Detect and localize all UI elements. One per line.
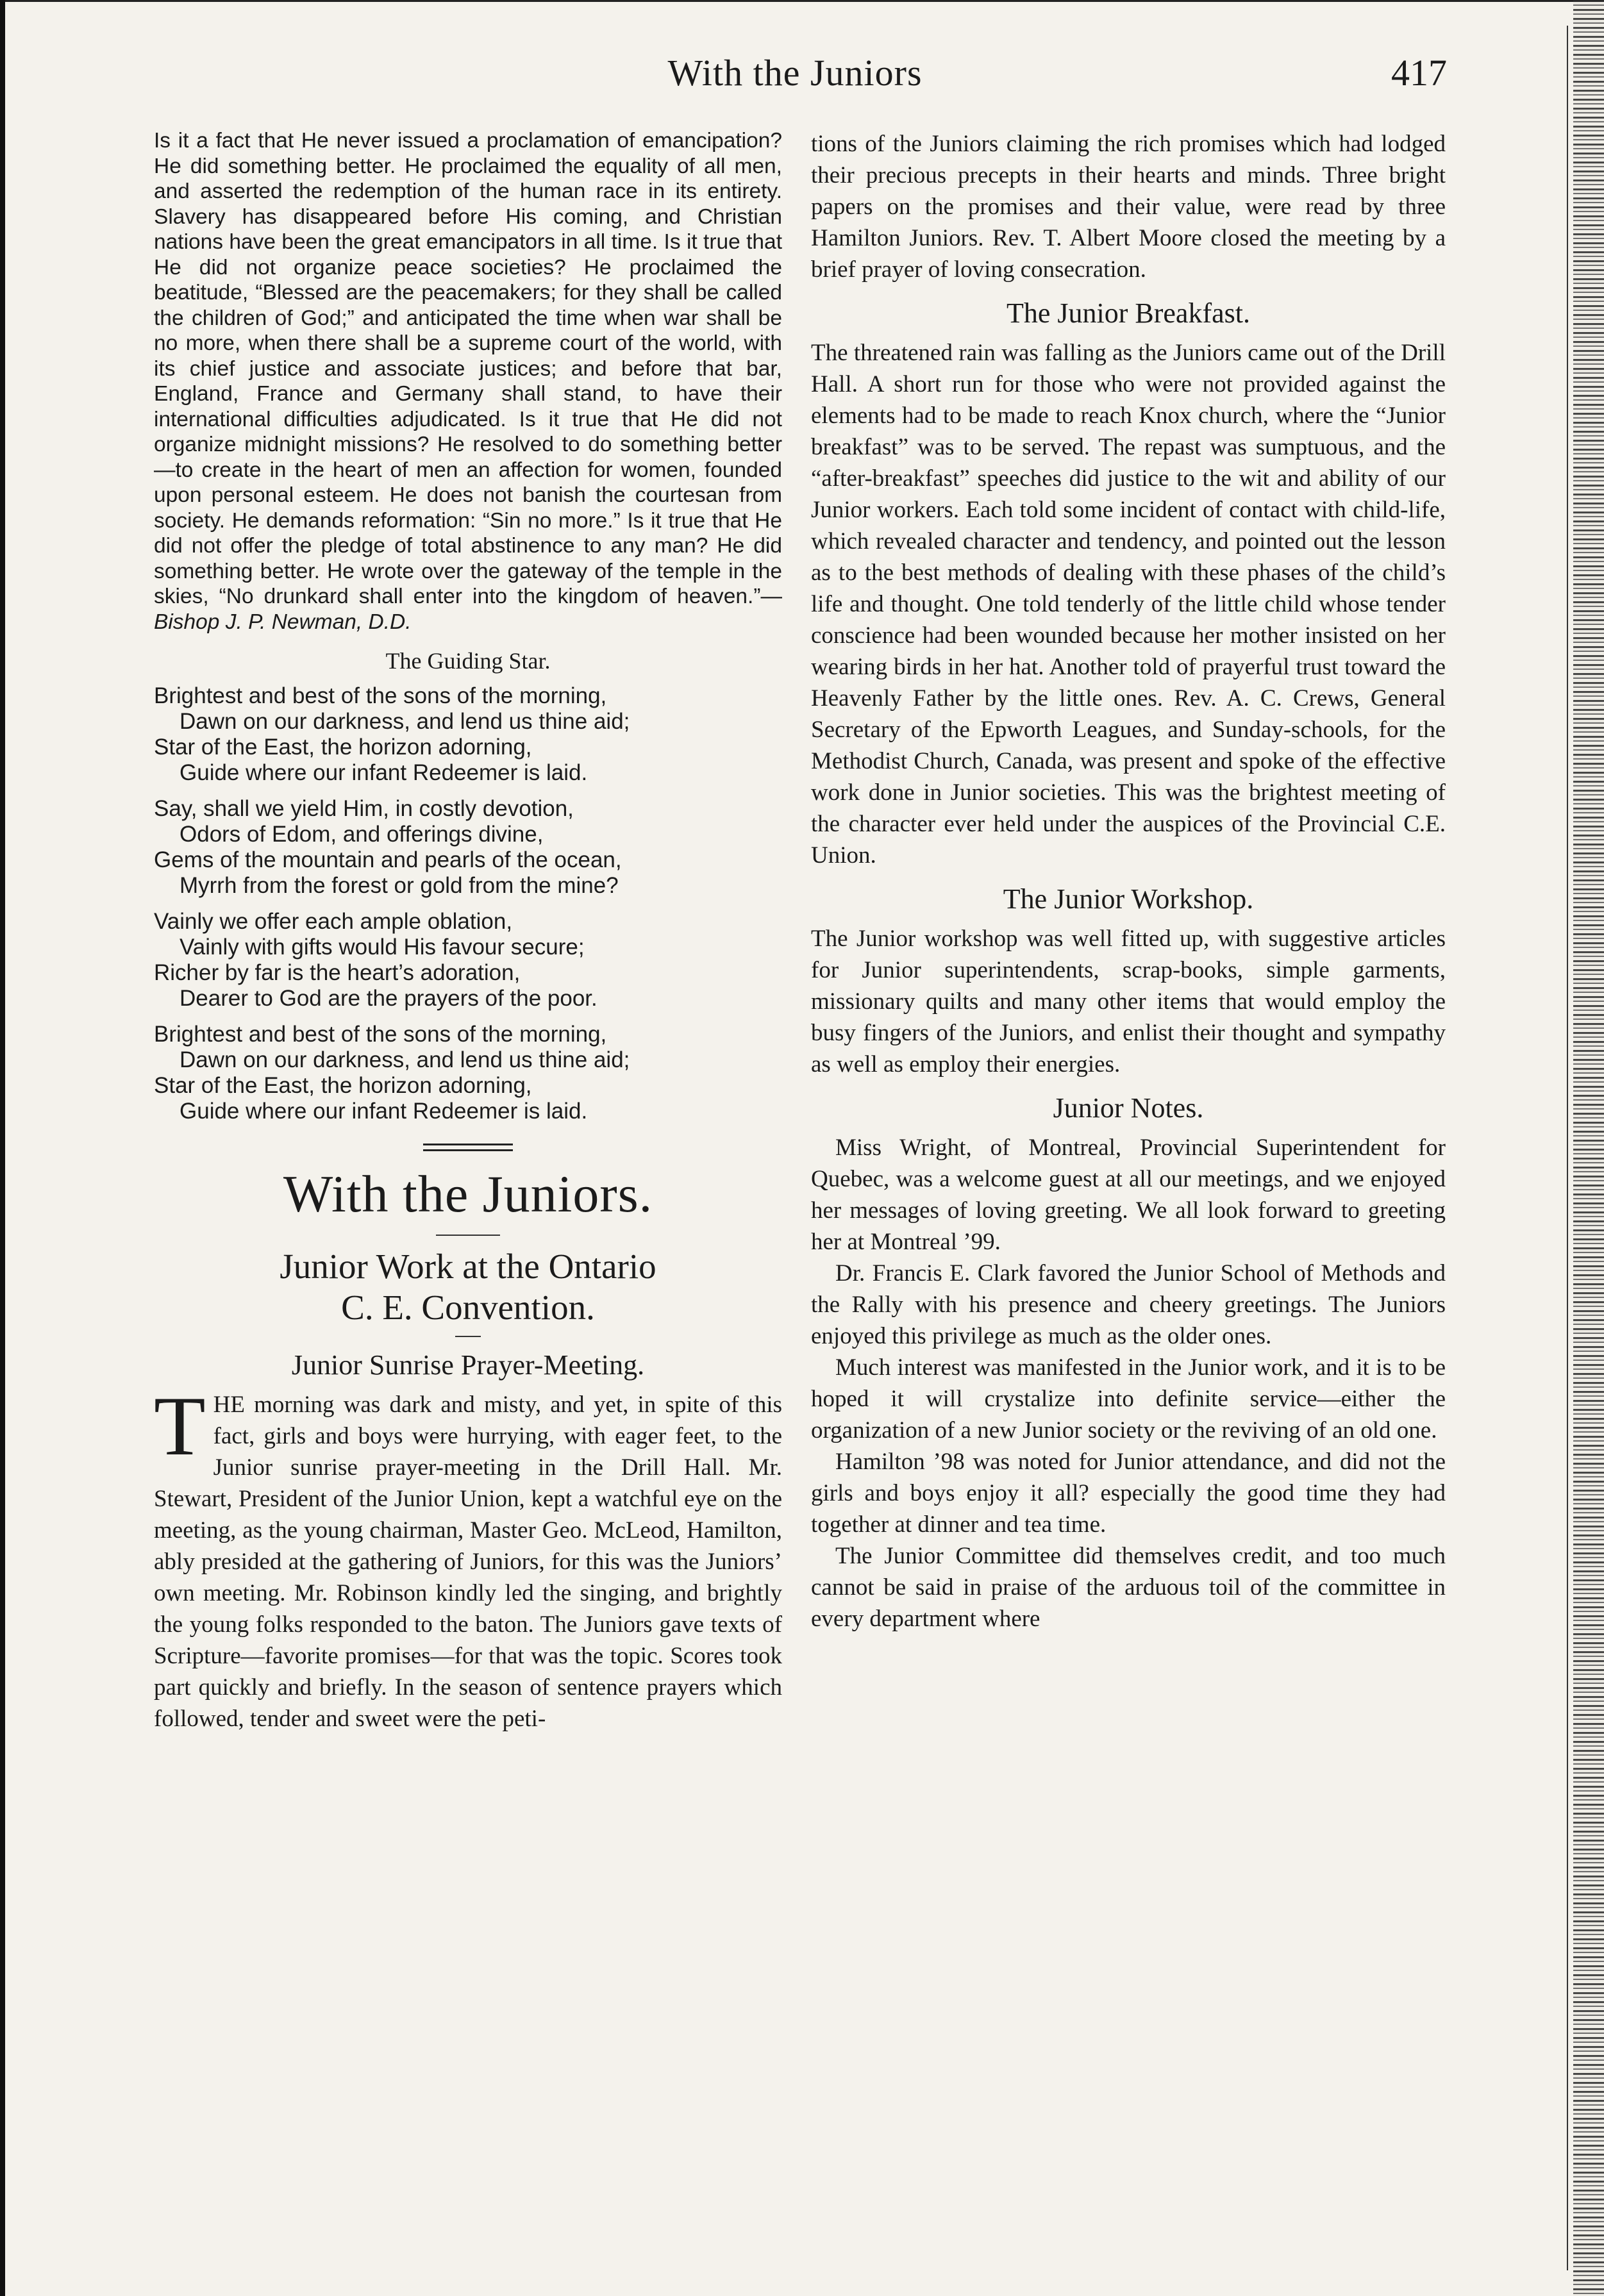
right-border xyxy=(1567,26,1568,2270)
poem-line: Guide where our infant Redeemer is laid. xyxy=(180,760,588,785)
workshop-heading: The Junior Workshop. xyxy=(1003,883,1254,915)
note-paragraph: The Junior Committee did themselves credit, and too much cannot be said in praise of the arduous toil of the committee in every department where xyxy=(811,1543,1446,1632)
continued-text: tions of the Juniors claiming the rich promises which had lodged their precious precepts in their hearts and minds. Three bright papers on the promises and their value, were read by three Hamilton Juniors. Rev. T. Albert Moore closed the meeting by a brief prayer of loving consecration. xyxy=(811,131,1446,283)
breakfast-heading: The Junior Breakfast. xyxy=(1007,297,1250,329)
notes-heading: Junior Notes. xyxy=(1053,1092,1204,1124)
poem-stanza xyxy=(154,796,782,899)
poem-title: The Guiding Star. xyxy=(385,648,551,674)
poem-stanza xyxy=(154,1022,782,1124)
title-rule xyxy=(436,1235,500,1236)
quote-text: Is it a fact that He never issued a proclamation of emancipation? He did something better. He proclaimed the equality of all men, and asserted the redemption of the human race in its entirety. Slavery has disappeared before His coming, and Christian nations have been the great emancipators in all time. Is it true that He did not organize peace societies? He proclaimed the beatitude, “Blessed are the peacemakers; for they shall be called the children of God;” and anticipated the time when war shall be no more, when there shall be a supreme court of the world, with its chief justice and associate justices; and before that bar, England, France and Germany shall stand, to have their international difficulties adjudicated. Is it true that He did not organize midnight missions? He resolved to do something better—to create in the heart of men an affection for women, founded upon personal esteem. He does not banish the courtesan from society. He demands reformation: “Sin no more.” Is it true that He did not offer the pledge of total abstinence to any man? He did something better. He wrote over the gateway of the temple in the skies, “No drunkard shall enter into the kingdom of heaven.”— xyxy=(154,129,782,608)
page-edge-texture xyxy=(1573,0,1604,2296)
section-title: With the Juniors. xyxy=(283,1165,653,1223)
poem-stanza xyxy=(154,909,782,1011)
page-number: 417 xyxy=(1391,52,1447,94)
article-title-line1: Junior Work at the Ontario xyxy=(280,1247,656,1286)
poem-line: Brightest and best of the sons of the morning, xyxy=(154,1022,607,1047)
poem-line: Dawn on our darkness, and lend us thine aid; xyxy=(180,1047,630,1072)
poem-stanza xyxy=(154,683,782,786)
breakfast-text: The threatened rain was falling as the Juniors came out of the Drill Hall. A short run for those who were not provided against the elements had to be made to reach Knox church, where the “Junior breakfast” was to be served. The repast was sumptuous, and the “after-breakfast” speeches did justice to the wit and ability of our Junior workers. Each told some incident of contact with child-life, which revealed character and tendency, and pointed out the lesson as to the best methods of dealing with these phases of the child’s life and thought. One told tenderly of the little child whose tender conscience had been wounded because her mother insisted on her wearing birds in her hat. Another told of prayerful trust toward the Heavenly Father by the little ones. Rev. A. C. Crews, General Secretary of the Epworth Leagues, and Sunday-schools, for the Methodist Church, Canada, was present and spoke of the effective work done in Junior societies. This was the brightest meeting of the character ever held under the auspices of the Provincial C.E. Union. xyxy=(811,340,1446,869)
sunrise-heading: Junior Sunrise Prayer-Meeting. xyxy=(291,1349,645,1381)
poem-line: Myrrh from the forest or gold from the mine? xyxy=(180,873,619,898)
quote-block xyxy=(154,128,782,635)
poem-line: Vainly with gifts would His favour secure; xyxy=(180,935,585,960)
left-column xyxy=(154,128,782,1734)
quote-signature: Bishop J. P. Newman, D.D. xyxy=(154,610,412,634)
note-paragraph: Hamilton ’98 was noted for Junior attendance, and did not the girls and boys enjoy it all? especially the good time they had together at dinner and tea time. xyxy=(811,1449,1446,1538)
left-border xyxy=(0,0,5,2296)
note-paragraph: Much interest was manifested in the Junior work, and it is to be hoped it will crystalize into definite service—either the organization of a new Junior society or the reviving of an old one. xyxy=(811,1354,1446,1443)
right-column xyxy=(811,128,1446,1635)
poem-line: Dearer to God are the prayers of the poor. xyxy=(180,986,597,1011)
poem-line: Star of the East, the horizon adorning, xyxy=(154,735,532,760)
poem-line: Odors of Edom, and offerings divine, xyxy=(180,822,544,847)
poem-line: Dawn on our darkness, and lend us thine aid; xyxy=(180,709,630,734)
note-paragraph: Miss Wright, of Montreal, Provincial Superintendent for Quebec, was a welcome guest at all our meetings, and we enjoyed her messages of loving greeting. We all look forward to greeting her at Montreal ’99. xyxy=(811,1135,1446,1255)
article-title-line2: C. E. Convention. xyxy=(341,1288,595,1327)
poem-line: Say, shall we yield Him, in costly devotion, xyxy=(154,796,574,821)
poem-line: Gems of the mountain and pearls of the ocean, xyxy=(154,847,622,872)
poem xyxy=(154,683,782,1124)
sunrise-text: HE morning was dark and misty, and yet, in spite of this fact, girls and boys were hurrying, with eager feet, to the Junior sunrise prayer-meeting in the Drill Hall. Mr. Stewart, President of the Junior Union, kept a watchful eye on the meeting, as the young chairman, Master Geo. McLeod, Hamilton, ably presided at the gathering of Juniors, for this was the Juniors’ own meeting. Mr. Robinson kindly led the singing, and brightly the young folks responded to the baton. The Juniors gave texts of Scripture—favorite promises—for that was the topic. Scores took part quickly and briefly. In the season of sentence prayers which followed, tender and sweet were the peti- xyxy=(154,1392,782,1732)
article-rule xyxy=(455,1336,481,1337)
top-border xyxy=(0,0,1604,2)
note-paragraph: Dr. Francis E. Clark favored the Junior School of Methods and the Rally with his presence and cheery greetings. The Juniors enjoyed this privilege as much as the older ones. xyxy=(811,1260,1446,1349)
poem-line: Richer by far is the heart’s adoration, xyxy=(154,960,521,985)
workshop-text: The Junior workshop was well fitted up, with suggestive articles for Junior superintendents, scrap-books, simple garments, missionary quilts and many other items that would employ the busy fingers of the Juniors, and enlist their thought and sympathy as well as employ their energies. xyxy=(811,926,1446,1077)
poem-line: Brightest and best of the sons of the morning, xyxy=(154,683,607,708)
drop-cap: T xyxy=(154,1379,206,1473)
running-title: With the Juniors xyxy=(667,52,923,94)
section-divider xyxy=(423,1144,513,1151)
poem-line: Guide where our infant Redeemer is laid. xyxy=(180,1099,588,1124)
sunrise-article xyxy=(154,1379,782,1734)
poem-line: Star of the East, the horizon adorning, xyxy=(154,1073,532,1098)
poem-line: Vainly we offer each ample oblation, xyxy=(154,909,513,934)
article-title xyxy=(154,1246,782,1328)
